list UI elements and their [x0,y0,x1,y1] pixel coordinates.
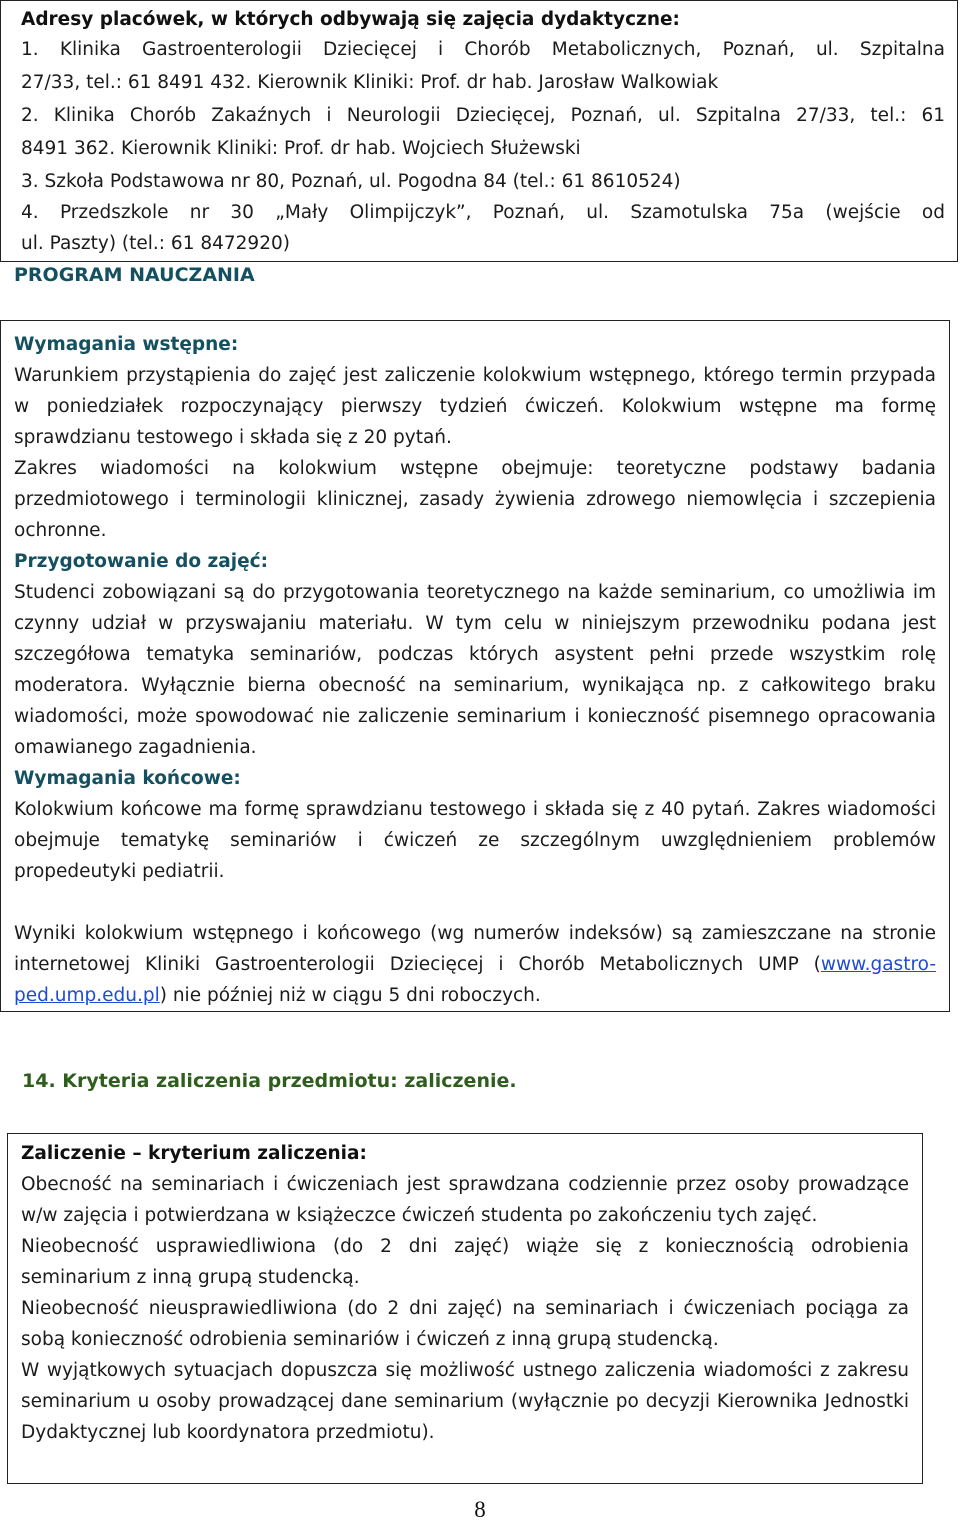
entry-requirements-title: Wymagania wstępne: [14,334,239,355]
address-line: 3. Szkoła Podstawowa nr 80, Poznań, ul. Pogodna 84 (tel.: 61 8610524) [21,171,681,192]
criteria-box [7,1133,923,1484]
criteria-unexcused-absence: Nieobecność nieusprawiedliwiona (do 2 dni zajęć) na seminariach i ćwiczeniach pociąga za sobą konieczność odrobienia seminariów i ćwiczeń z inną grupą studencką. [21,1298,909,1350]
address-line: 8491 362. Kierownik Kliniki: Prof. dr hab. Wojciech Służewski [21,138,581,159]
final-requirements-text: Kolokwium końcowe ma formę sprawdzianu testowego i składa się z 40 pytań. Zakres wiadomości obejmuje tematykę seminariów i ćwiczeń ze szczególnym uwzględnieniem problemów propedeutyki pediatrii. [14,799,936,882]
address-line: 1. Klinika Gastroenterologii Dziecięcej i Chorób Metabolicznych, Poznań, ul. Szpitalna [21,39,945,60]
criteria-attendance: Obecność na seminariach i ćwiczeniach jest sprawdzana codziennie przez osoby prowadzące w/w zajęcia i potwierdzana w książeczce ćwiczeń studenta po zakończeniu tych zajęć. [21,1174,909,1226]
final-requirements-title: Wymagania końcowe: [14,768,241,789]
criteria-title: Zaliczenie – kryterium zaliczenia: [21,1143,367,1164]
entry-requirements-text: Warunkiem przystąpienia do zajęć jest zaliczenie kolokwium wstępnego, którego termin przypada w poniedziałek rozpoczynający pierwszy tydzień ćwiczeń. Kolokwium wstępne ma formę sprawdzianu testowego i składa się z 20 pytań. [14,365,936,448]
section-14-heading: 14. Kryteria zaliczenia przedmiotu: zaliczenie. [22,1070,517,1092]
entry-scope-text: Zakres wiadomości na kolokwium wstępne obejmuje: teoretyczne podstawy badania przedmiotowego i terminologii klinicznej, zasady żywienia zdrowego niemowlęcia i szczepienia ochronne. [14,458,936,541]
preparation-title: Przygotowanie do zajęć: [14,551,268,572]
address-line: ul. Paszty) (tel.: 61 8472920) [21,233,290,254]
criteria-excused-absence: Nieobecność usprawiedliwiona (do 2 dni zajęć) wiąże się z koniecznością odrobienia seminarium z inną grupą studencką. [21,1236,909,1288]
addresses-box [0,0,958,262]
results-text: Wyniki kolokwium wstępnego i końcowego (wg numerów indeksów) są zamieszczane na stronie internetowej Kliniki Gastroenterologii Dziecięcej i Chorób Metabolicznych UMP (www.gastro-ped.ump.edu.pl) nie później niż w ciągu 5 dni roboczych. [14,923,936,1006]
addresses-heading: Adresy placówek, w których odbywają się zajęcia dydaktyczne: [21,9,680,30]
criteria-oral-exception: W wyjątkowych sytuacjach dopuszcza się możliwość ustnego zaliczenia wiadomości z zakresu seminarium u osoby prowadzącej dane seminarium (wyłącznie po decyzji Kierownika Jednostki Dydaktycznej lub koordynatora przedmiotu). [21,1360,909,1443]
program-box [0,320,950,1012]
page-number: 8 [474,1497,486,1522]
address-line: 2. Klinika Chorób Zakaźnych i Neurologii Dziecięcej, Poznań, ul. Szpitalna 27/33, tel.: 61 [21,105,945,126]
program-heading: PROGRAM NAUCZANIA [14,264,255,286]
preparation-text: Studenci zobowiązani są do przygotowania teoretycznego na każde seminarium, co umożliwia im czynny udział w przyswajaniu materiału. W tym celu w niniejszym przewodniku podana jest szczegółowa tematyka seminariów, podczas których asystent pełni przede wszystkim rolę moderatora. Wyłącznie bierna obecność na seminarium, wynikająca np. z całkowitego braku wiadomości, może spowodować nie zaliczenie seminarium i konieczność pisemnego opracowania omawianego zagadnienia. [14,582,936,758]
address-line: 27/33, tel.: 61 8491 432. Kierownik Kliniki: Prof. dr hab. Jarosław Walkowiak [21,72,719,93]
address-line: 4. Przedszkole nr 30 „Mały Olimpijczyk”, Poznań, ul. Szamotulska 75a (wejście od [21,202,945,223]
clinic-website-link[interactable]: www.gastro-ped.ump.edu.pl [14,954,936,1006]
